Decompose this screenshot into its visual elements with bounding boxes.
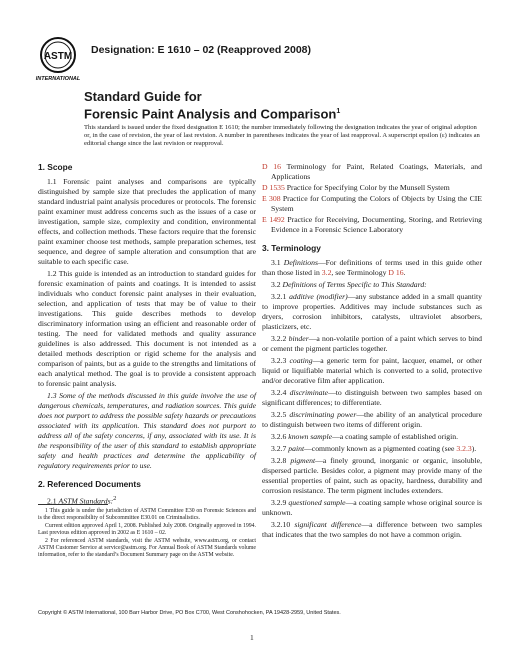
scope-1-3: 1.3 Some of the methods discussed in this guide involve the use of dangerous chemicals, temperatures, and radiation sources. This guide does not purport to address the possible safety hazards or precautions associated with its application. This standard does not purport to address all of the safety concerns, if any, associated with its use. It is the responsibility of the user of this standard to establish appropriate safety and health practices and determine the applicability of regulatory requirements prior to use.	[38, 391, 256, 470]
ref-item: D 16 Terminology for Paint, Related Coatings, Materials, and Applications	[262, 162, 482, 181]
terminology-heading: 3. Terminology	[262, 243, 321, 253]
footnote-divider	[38, 504, 108, 505]
definition: 3.2.8 pigment—a finely ground, inorganic or organic, insoluble, dispersed particle. Besides color, a pigment may provide many of the essential properties of paint, such as opacity, hardness, durability and corrosion resistance. The term pigment includes extenders.	[262, 456, 482, 495]
title-line2	[84, 105, 340, 122]
refs-heading: 2. Referenced Documents	[38, 479, 141, 489]
definition: 3.2.7 paint—commonly known as a pigmented coating (see 3.2.3).	[271, 444, 477, 453]
ref-code-link[interactable]: E 1492	[262, 215, 285, 224]
footnote-1b: Current edition approved April 1, 2008. Published July 2008. Originally approved in 1994. Last previous edition approved in 2002 as E 1610 – 02.	[38, 523, 256, 536]
ref-code-link[interactable]: D 1535	[262, 183, 285, 192]
footnote-2: 2 For referenced ASTM standards, visit the ASTM website, www.astm.org, or contact ASTM Customer Service at service@astm.org. For Annual Book of ASTM Standards volume information, refer to the standard’s Document Summary page on the ASTM website.	[38, 538, 256, 558]
title-main: Forensic Paint Analysis and Comparison	[84, 105, 337, 121]
definition: 3.2.4 discriminate—to distinguish between two samples based on significant differences; to differentiate.	[262, 388, 483, 407]
link-d16[interactable]: D 16	[388, 268, 404, 277]
ref-code-link[interactable]: D 16	[262, 162, 281, 171]
ref-code-link[interactable]: E 308	[262, 194, 281, 203]
definition: 3.2.5 discriminating power—the ability of an analytical procedure to distinguish between two items of different origin.	[262, 410, 482, 429]
right-column	[262, 162, 482, 542]
scope-1-2: 1.2 This guide is intended as an introduction to standard guides for forensic examination of paints and coatings. It is intended to assist individuals who conduct forensic paint analyses in their evaluation, selection, and application of tests that may be of value to their investigations. This guide describes methods to develop discriminatory information using an efficient and reasonable order of testing. The need for validated methods and quality assurance guidelines is also addressed. This document is not intended as a detailed methods description or rigid scheme for the analysis and comparison of paints, but as a guide to the strengths and limitations of each analytical method. The goal is to provide a consistent approach to forensic paint analysis.	[38, 269, 256, 388]
scope-1-1: 1.1 Forensic paint analyses and comparisons are typically distinguished by sample size that precludes the application of many standard industrial paint analysis procedures or protocols. The forensic paint examiner must address concerns such as the issues of a case or investigation, sample size, complexity and condition, environmental effects, and collection methods. These factors require that the forensic paint examiner choose test methods, sample preparation schemes, test sequence, and degree of sample alteration and consumption that are suitable to each specific case.	[38, 177, 256, 266]
term-3-1: 3.1 Definitions—For definitions of terms used in this guide other than those listed in 3.2, see Terminology D 16.	[262, 258, 483, 277]
definition: 3.2.3 coating—a generic term for paint, lacquer, enamel, or other liquid or liquifiable material which is converted to a solid, protective and/or decorative film after application.	[262, 356, 482, 385]
ref-item: D 1535 Practice for Specifying Color by the Munsell System	[262, 183, 450, 192]
page-number: 1	[250, 633, 254, 642]
footnotes	[38, 508, 256, 560]
title-line1: Standard Guide for	[84, 89, 202, 104]
ref-item: E 308 Practice for Computing the Colors of Objects by Using the CIE System	[262, 194, 482, 213]
definition: 3.2.1 additive (modifier)—any substance added in a small quantity to improve properties. Additives may include substances such as dryers, corrosion inhibitors, catalysts, ultraviolet absorbers, plasticizers, etc.	[262, 292, 482, 331]
scope-heading: 1. Scope	[38, 162, 73, 172]
ref-item: E 1492 Practice for Receiving, Documenting, Storing, and Retrieving Evidence in a Forensic Science Laboratory	[262, 215, 483, 234]
copyright-line: Copyright © ASTM International, 100 Barr Harbor Drive, PO Box C700, West Conshohocken, PA 19428-2959, United States.	[38, 610, 341, 616]
designation: Designation: E 1610 – 02 (Reapproved 2008)	[91, 44, 312, 56]
term-3-2: 3.2 Definitions of Terms Specific to This Standard:	[271, 280, 427, 289]
link-3-2-3[interactable]: 3.2.3	[456, 444, 472, 453]
refs-2-1: 2.1 ASTM Standards:$^2$	[47, 495, 117, 506]
definition: 3.2.9 questioned sample—a coating sample whose original source is unknown.	[262, 498, 483, 517]
issuance-note: This standard is issued under the fixed designation E 1610; the number immediately following the designation indicates the year of original adoption or, in the case of revision, the year of last revision. A number in parentheses indicates the year of last reapproval. A superscript epsilon (ε) indicates an editorial change since the last revision or reapproval.	[84, 124, 480, 147]
definition: 3.2.10 significant difference—a difference between two samples that indicates that the two samples do not have a common origin.	[262, 520, 482, 539]
link-3-2[interactable]: 3.2	[321, 268, 332, 277]
left-column	[38, 162, 256, 509]
logo-text: ASTM	[43, 51, 73, 62]
footnote-1: 1 This guide is under the jurisdiction of ASTM Committee E30 on Forensic Sciences and is the direct responsibility of Subcommittee E30.01 on Criminalistics.	[38, 508, 256, 521]
logo-subtext: INTERNATIONAL	[35, 76, 81, 82]
definition: 3.2.2 binder—a non-volatile portion of a paint which serves to bind or cement the pigment particles together.	[262, 334, 482, 353]
definition: 3.2.6 known sample—a coating sample of established origin.	[271, 432, 459, 441]
document-title	[84, 90, 340, 121]
title-footnote-mark: 1	[336, 107, 341, 115]
astm-logo	[35, 36, 81, 82]
